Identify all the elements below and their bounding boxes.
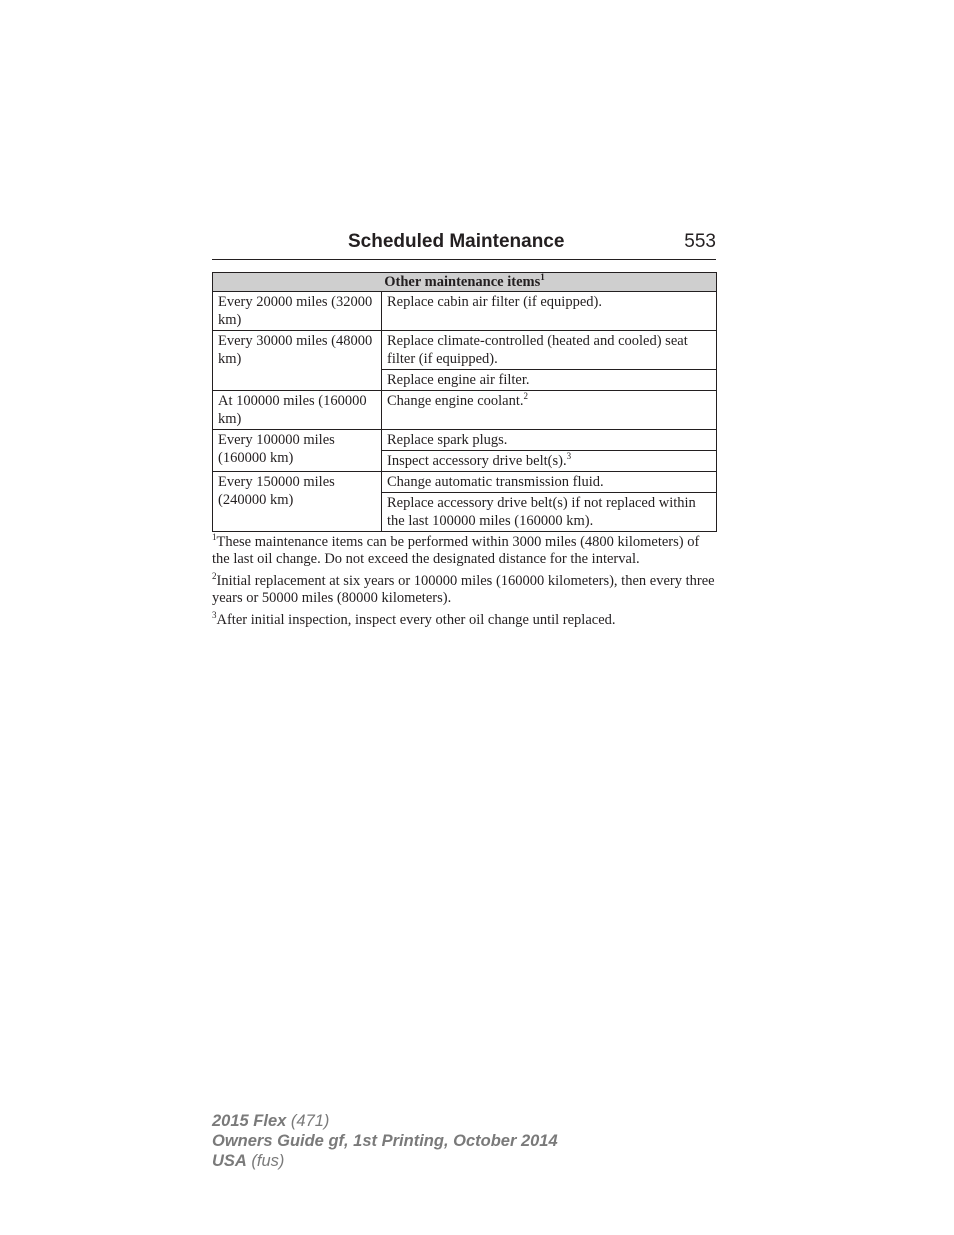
- interval-cell: Every 150000 miles (240000 km): [213, 472, 382, 532]
- action-cell: [382, 370, 717, 391]
- page-header: [212, 229, 716, 260]
- maintenance-table: [212, 272, 717, 532]
- footnote-mark: 1: [212, 532, 217, 542]
- footnote-mark: 3: [212, 610, 217, 620]
- action-text: Replace spark plugs.: [387, 432, 508, 448]
- action-text: Change automatic transmission fluid.: [387, 474, 604, 490]
- table-body: [213, 292, 717, 532]
- action-cell: [382, 493, 717, 532]
- table-title-text: Other maintenance items: [384, 274, 541, 290]
- footer-line-3: [212, 1151, 558, 1171]
- action-text: Change engine coolant.: [387, 393, 524, 409]
- interval-cell: Every 30000 miles (48000 km): [213, 331, 382, 391]
- table-row: [213, 391, 717, 430]
- footer-market-code: (fus): [246, 1152, 285, 1170]
- action-text: Replace cabin air filter (if equipped).: [387, 294, 602, 310]
- interval-cell: Every 100000 miles (160000 km): [213, 430, 382, 472]
- footnote-3: [212, 612, 716, 629]
- footer-model: 2015 Flex: [212, 1112, 287, 1130]
- footnote-mark: 2: [523, 391, 528, 401]
- section-title: Scheduled Maintenance: [348, 231, 565, 252]
- footnote-text: Initial replacement at six years or 100000 miles (160000 kilometers), then every three years or 50000 miles (80000 kilometers).: [212, 573, 715, 606]
- interval-cell: At 100000 miles (160000 km): [213, 391, 382, 430]
- interval-cell: Every 20000 miles (32000 km): [213, 292, 382, 331]
- action-cell: [382, 292, 717, 331]
- action-text: Replace engine air filter.: [387, 372, 530, 388]
- footnote-mark: 3: [566, 451, 572, 461]
- footnote-mark: 2: [212, 571, 217, 581]
- table-row: [213, 472, 717, 493]
- footnote-text: After initial inspection, inspect every other oil change until replaced.: [216, 612, 616, 628]
- action-cell: [382, 451, 717, 472]
- footnote-2: [212, 573, 716, 606]
- table-row: [213, 430, 717, 451]
- action-cell: [382, 391, 717, 430]
- page-number: 553: [684, 231, 716, 252]
- action-text: Inspect accessory drive belt(s).: [387, 453, 567, 469]
- table-title: [213, 273, 717, 292]
- action-cell: [382, 430, 717, 451]
- footer-model-code: (471): [286, 1112, 330, 1130]
- table-row: [213, 331, 717, 370]
- table-header-row: [213, 273, 717, 292]
- table-row: [213, 292, 717, 331]
- action-cell: [382, 331, 717, 370]
- footnote-1: [212, 534, 716, 567]
- footer-line-2: Owners Guide gf, 1st Printing, October 2014: [212, 1132, 558, 1150]
- action-text: Replace accessory drive belt(s) if not replaced within the last 100000 miles (160000 km).: [387, 495, 696, 529]
- page-footer: [212, 1111, 558, 1171]
- table-title-footnote-mark: 1: [540, 272, 545, 282]
- footnotes: [212, 534, 716, 635]
- action-cell: [382, 472, 717, 493]
- footer-market: USA: [212, 1152, 247, 1170]
- footer-line-1: [212, 1111, 558, 1131]
- action-text: Replace climate-controlled (heated and cooled) seat filter (if equipped).: [387, 333, 688, 367]
- footnote-text: These maintenance items can be performed within 3000 miles (4800 kilometers) of the last oil change. Do not exceed the designated distance for the interval.: [212, 534, 700, 567]
